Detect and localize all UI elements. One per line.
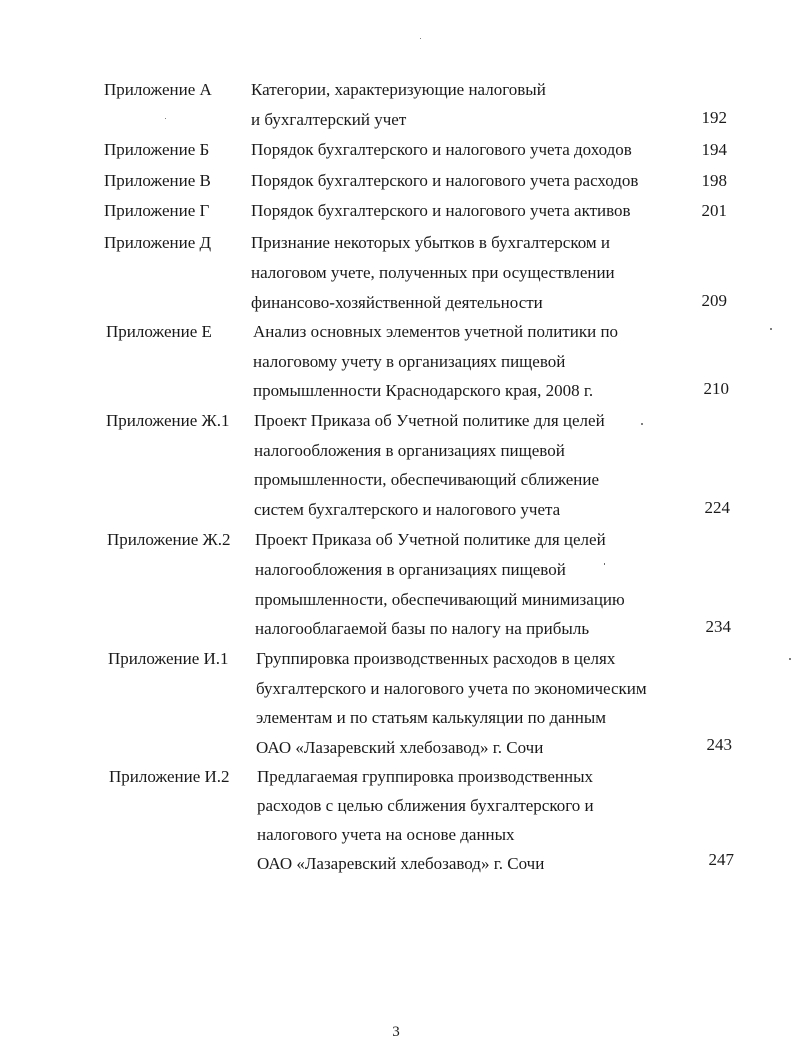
- scan-speck: [641, 423, 643, 425]
- entry-title-line: расходов с целью сближения бухгалтерского и: [257, 796, 594, 815]
- entry-title-line: ОАО «Лазаревский хлебозавод» г. Сочи: [257, 854, 545, 873]
- entry-title-line: Признание некоторых убытков в бухгалтерском и: [251, 233, 610, 252]
- page-number: 224: [704, 498, 730, 517]
- appendix-label: Приложение И.1: [108, 649, 229, 668]
- appendix-label: Приложение А: [104, 80, 212, 99]
- page-number: 194: [701, 140, 727, 159]
- entry-title-line: Порядок бухгалтерского и налогового учета доходов: [251, 140, 632, 159]
- entry-title-line: промышленности, обеспечивающий сближение: [254, 470, 600, 489]
- entry-title-line: Группировка производственных расходов в целях: [256, 649, 616, 668]
- entry-title-line: налоговом учете, полученных при осуществлении: [251, 263, 615, 282]
- page-number: 198: [701, 171, 727, 190]
- scan-speck: [770, 328, 772, 330]
- scan-speck: [420, 38, 421, 39]
- page-number: 201: [701, 201, 727, 220]
- entry-title-line: ОАО «Лазаревский хлебозавод» г. Сочи: [256, 738, 544, 757]
- entry-title-line: налогообложения в организациях пищевой: [254, 441, 565, 460]
- scan-speck: [604, 563, 605, 565]
- page-number: 247: [708, 850, 734, 869]
- page-number: 209: [701, 291, 727, 310]
- entry-title-line: Проект Приказа об Учетной политике для целей: [255, 530, 606, 549]
- entry-title-line: промышленности, обеспечивающий минимизацию: [255, 590, 625, 609]
- entry-title-line: Анализ основных элементов учетной политики по: [253, 322, 619, 341]
- appendix-label: Приложение Б: [104, 140, 210, 159]
- appendix-label: Приложение Е: [106, 322, 212, 341]
- appendix-label: Приложение Ж.1: [106, 411, 230, 430]
- page-number: 234: [705, 617, 731, 636]
- entry-title-line: систем бухгалтерского и налогового учета: [254, 500, 561, 519]
- entry-title-line: налогооблагаемой базы по налогу на прибыль: [255, 619, 590, 638]
- entry-title-line: бухгалтерского и налогового учета по экономическим: [256, 679, 647, 698]
- appendix-label: Приложение Ж.2: [107, 530, 231, 549]
- entry-title-line: налоговому учету в организациях пищевой: [253, 352, 566, 371]
- entry-title-line: Порядок бухгалтерского и налогового учета активов: [251, 201, 631, 220]
- entry-title-line: и бухгалтерский учет: [251, 110, 407, 129]
- entry-title-line: финансово-хозяйственной деятельности: [251, 293, 543, 312]
- entry-title-line: Порядок бухгалтерского и налогового учета расходов: [251, 171, 639, 190]
- appendix-label: Приложение Г: [104, 201, 210, 220]
- appendix-label: Приложение Д: [104, 233, 212, 252]
- entry-title-line: налогового учета на основе данных: [257, 825, 515, 844]
- page-number: 192: [701, 108, 727, 127]
- entry-title-line: налогообложения в организациях пищевой: [255, 560, 566, 579]
- entry-title-line: Предлагаемая группировка производственных: [257, 767, 594, 786]
- entry-title-line: элементам и по статьям калькуляции по данным: [256, 708, 607, 727]
- entry-title-line: Проект Приказа об Учетной политике для целей: [254, 411, 605, 430]
- scan-speck: [789, 658, 791, 660]
- scan-speck: [165, 118, 166, 119]
- footer-page-number: 3: [392, 1024, 400, 1040]
- entry-title-line: промышленности Краснодарского края, 2008 г.: [253, 381, 594, 400]
- page-number: 243: [706, 735, 732, 754]
- page-number: 210: [703, 379, 729, 398]
- entry-title-line: Категории, характеризующие налоговый: [251, 80, 546, 99]
- appendix-label: Приложение В: [104, 171, 211, 190]
- appendix-label: Приложение И.2: [109, 767, 230, 786]
